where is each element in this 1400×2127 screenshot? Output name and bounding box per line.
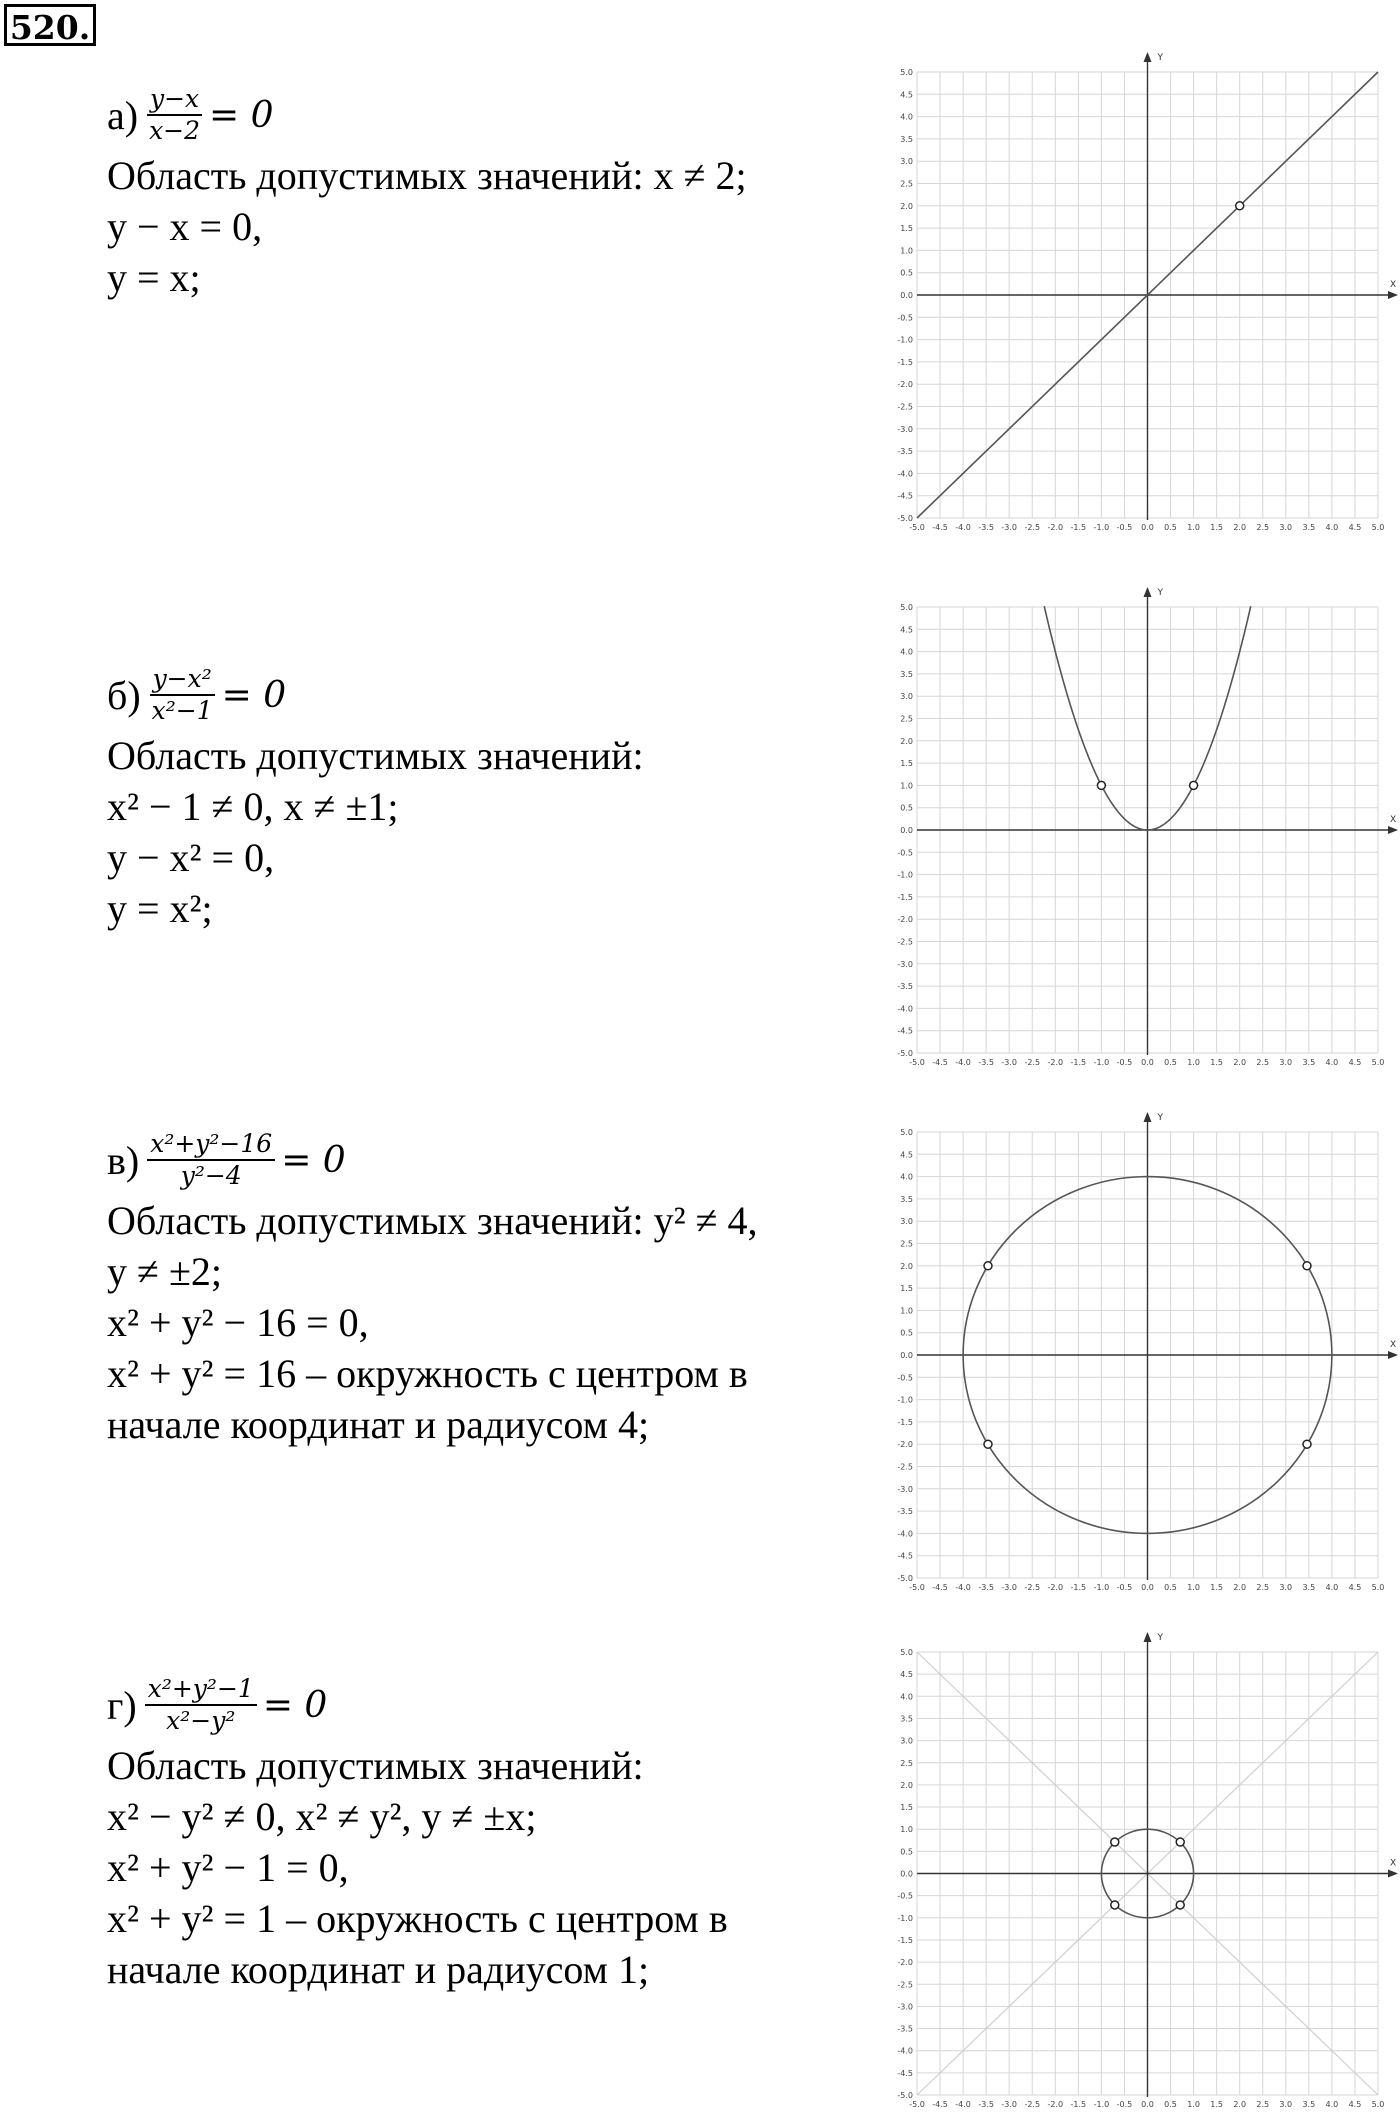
x-tick-label: 3.5 [1302, 1583, 1316, 1592]
equation-line [107, 660, 847, 730]
y-tick-label: 2.0 [900, 1261, 913, 1271]
solution-part-a [107, 80, 847, 303]
x-tick-label: 1.0 [1187, 2100, 1200, 2109]
y-tick-label: -1.5 [897, 1935, 913, 1945]
y-tick-label: -0.5 [897, 1891, 913, 1901]
y-tick-label: -4.0 [897, 1004, 913, 1014]
y-axis-label: Y [1157, 588, 1163, 598]
y-tick-label: -2.5 [897, 937, 913, 947]
solution-line: x² − 1 ≠ 0, x ≠ ±1; [107, 784, 399, 829]
x-tick-label: 4.5 [1348, 1583, 1362, 1592]
x-axis-arrow [1388, 826, 1398, 834]
y-tick-label: 2.5 [900, 1758, 913, 1768]
x-tick-label: -5.0 [909, 523, 925, 532]
y-tick-label: -2.5 [897, 402, 913, 412]
x-tick-label: -3.5 [978, 2100, 994, 2109]
y-tick-label: 2.5 [900, 714, 913, 724]
y-tick-label: 4.5 [900, 90, 913, 100]
y-tick-label: 1.0 [900, 1306, 913, 1316]
y-tick-label: -2.0 [897, 380, 913, 390]
y-tick-label: -3.0 [897, 2002, 913, 2012]
equation-rhs: = 0 [221, 674, 287, 716]
y-tick-label: -4.0 [897, 2046, 913, 2056]
solution-line: x² + y² = 16 – окружность с центром в [107, 1351, 748, 1396]
excluded-point [1190, 781, 1198, 789]
x-tick-label: 3.0 [1279, 1583, 1293, 1592]
y-axis-label: Y [1157, 1633, 1163, 1643]
x-tick-label: 4.5 [1348, 1058, 1362, 1067]
fraction-denominator: x²−1 [151, 696, 213, 725]
y-axis-label: Y [1157, 53, 1163, 63]
x-tick-label: 2.5 [1256, 1583, 1270, 1592]
y-tick-label: 5.0 [900, 1128, 913, 1137]
x-tick-label: -0.5 [1116, 1583, 1133, 1592]
y-tick-label: -4.5 [897, 1551, 913, 1561]
excluded-point [984, 1262, 992, 1270]
solution-line: y ≠ ±2; [107, 1249, 223, 1294]
y-tick-label: 5.0 [900, 68, 913, 77]
y-tick-label: 0.5 [900, 1328, 913, 1338]
part-label: в) [107, 1137, 140, 1183]
y-tick-label: 3.0 [900, 1217, 913, 1227]
y-tick-label: -3.0 [897, 959, 913, 969]
x-tick-label: 1.5 [1210, 1583, 1224, 1592]
solution-line: y = x²; [107, 886, 213, 931]
graph-a [870, 50, 1400, 550]
y-axis-arrow [1144, 1112, 1152, 1122]
x-tick-label: -4.0 [955, 1058, 971, 1067]
fraction-numerator: y−x [147, 84, 202, 116]
y-axis-arrow [1144, 1632, 1152, 1642]
y-tick-label: 4.5 [900, 1670, 913, 1680]
y-tick-label: -3.5 [897, 2024, 913, 2034]
x-tick-label: -2.5 [1024, 523, 1041, 532]
y-tick-label: -0.5 [897, 1373, 913, 1383]
x-tick-label: 3.0 [1279, 523, 1293, 532]
y-tick-label: -1.5 [897, 892, 913, 902]
equation-rhs: = 0 [209, 94, 274, 136]
y-tick-label: 3.0 [900, 692, 913, 702]
y-tick-label: 4.0 [900, 1692, 913, 1702]
y-tick-label: 0.0 [900, 826, 913, 835]
y-tick-label: 1.0 [900, 781, 913, 791]
excluded-point [1097, 781, 1105, 789]
x-axis-arrow [1388, 291, 1398, 299]
equation-line [107, 1670, 847, 1740]
x-tick-label: -1.0 [1093, 1583, 1110, 1592]
y-tick-label: -0.5 [897, 848, 913, 858]
x-tick-label: -2.0 [1047, 1058, 1064, 1067]
x-tick-label: -2.5 [1024, 1058, 1041, 1067]
y-tick-label: 4.0 [900, 112, 913, 122]
solution-line: начале координат и радиусом 1; [107, 1947, 650, 1992]
y-tick-label: -1.0 [897, 1395, 913, 1405]
y-tick-label: -3.5 [897, 982, 913, 992]
y-tick-label: 1.5 [900, 759, 913, 769]
equation-line [107, 80, 847, 150]
y-axis-label: Y [1157, 1113, 1163, 1123]
x-tick-label: 3.5 [1302, 523, 1316, 532]
y-tick-label: 4.0 [900, 647, 913, 657]
solution-part-d [107, 1670, 847, 1995]
solution-part-c [107, 1125, 847, 1450]
x-tick-label: -1.0 [1093, 2100, 1110, 2109]
y-tick-label: -3.0 [897, 1484, 913, 1494]
x-tick-label: 4.5 [1348, 523, 1362, 532]
x-tick-label: 3.5 [1302, 1058, 1316, 1067]
y-tick-label: 4.0 [900, 1172, 913, 1182]
x-tick-label: 4.0 [1325, 1058, 1339, 1067]
x-tick-label: -4.5 [932, 523, 948, 532]
y-axis-arrow [1144, 587, 1152, 597]
y-tick-label: 0.5 [900, 268, 913, 278]
fraction-numerator: x²+y²−16 [147, 1129, 275, 1161]
y-tick-label: 2.5 [900, 1239, 913, 1249]
x-tick-label: -5.0 [909, 2100, 925, 2109]
x-tick-label: 1.0 [1187, 1058, 1200, 1067]
y-tick-label: -2.5 [897, 1980, 913, 1990]
x-tick-label: 0.5 [1164, 523, 1177, 532]
x-tick-label: 0.0 [1141, 1058, 1154, 1067]
x-tick-label: -3.5 [978, 1058, 994, 1067]
x-tick-label: 2.0 [1233, 2100, 1247, 2109]
y-tick-label: -4.5 [897, 2068, 913, 2078]
excluded-point [1303, 1440, 1311, 1448]
y-tick-label: 1.5 [900, 224, 913, 234]
y-tick-label: -5.0 [897, 1574, 913, 1583]
solution-line: Область допустимых значений: [107, 1743, 644, 1788]
x-tick-label: -2.0 [1047, 2100, 1064, 2109]
y-tick-label: 3.0 [900, 157, 913, 167]
x-tick-label: -4.5 [932, 1058, 948, 1067]
x-tick-label: 5.0 [1371, 2100, 1385, 2109]
x-tick-label: -4.0 [955, 1583, 971, 1592]
equation-rhs: = 0 [262, 1684, 328, 1726]
excluded-point [984, 1440, 992, 1448]
solution-line: y − x² = 0, [107, 835, 275, 880]
fraction [146, 84, 203, 146]
x-tick-label: -1.0 [1093, 523, 1110, 532]
solution-line: y = x; [107, 255, 201, 300]
y-tick-label: 2.5 [900, 179, 913, 189]
x-tick-label: 1.5 [1210, 523, 1224, 532]
x-tick-label: -4.5 [932, 1583, 948, 1592]
x-tick-label: 2.0 [1233, 523, 1247, 532]
y-tick-label: -4.0 [897, 469, 913, 479]
fraction-denominator: x²−y² [166, 1706, 236, 1735]
y-tick-label: 4.5 [900, 1150, 913, 1160]
x-tick-label: 0.0 [1141, 1583, 1154, 1592]
x-tick-label: 1.0 [1187, 523, 1200, 532]
x-tick-label: -3.0 [1001, 2100, 1018, 2109]
solution-line: Область допустимых значений: y² ≠ 4, [107, 1198, 758, 1243]
x-tick-label: 0.5 [1164, 1058, 1177, 1067]
solution-line: начале координат и радиусом 4; [107, 1402, 650, 1447]
x-tick-label: 2.5 [1256, 2100, 1270, 2109]
equation-line [107, 1125, 847, 1195]
solution-line: x² + y² − 16 = 0, [107, 1300, 369, 1345]
x-tick-label: 5.0 [1371, 523, 1385, 532]
y-tick-label: -3.5 [897, 1507, 913, 1517]
x-tick-label: 1.5 [1210, 1058, 1224, 1067]
y-tick-label: 0.0 [900, 1869, 913, 1879]
x-tick-label: -1.5 [1070, 1058, 1087, 1067]
part-label: а) [107, 92, 139, 138]
part-label: г) [107, 1682, 137, 1728]
x-tick-label: 0.0 [1141, 2100, 1154, 2109]
graph-b [870, 585, 1400, 1085]
x-axis-arrow [1388, 1870, 1398, 1878]
x-tick-label: 0.5 [1164, 2100, 1177, 2109]
x-tick-label: -4.0 [955, 523, 971, 532]
y-tick-label: 0.5 [900, 803, 913, 813]
excluded-point [1111, 1838, 1119, 1846]
x-tick-label: 0.0 [1141, 523, 1154, 532]
excluded-point [1236, 202, 1244, 210]
y-tick-label: 5.0 [900, 1648, 913, 1657]
x-tick-label: -0.5 [1116, 2100, 1133, 2109]
y-tick-label: 1.0 [900, 1825, 913, 1835]
y-tick-label: -1.5 [897, 1417, 913, 1427]
part-label: б) [107, 672, 141, 718]
y-tick-label: -5.0 [897, 2091, 913, 2100]
x-tick-label: -3.0 [1001, 1583, 1018, 1592]
solution-part-b [107, 660, 847, 934]
y-tick-label: 1.5 [900, 1803, 913, 1813]
x-axis-label: X [1390, 1858, 1397, 1869]
solution-line: y − x = 0, [107, 204, 263, 249]
y-tick-label: -4.5 [897, 491, 913, 501]
x-tick-label: -3.5 [978, 523, 994, 532]
x-tick-label: 1.5 [1210, 2100, 1224, 2109]
fraction [145, 1674, 257, 1736]
x-tick-label: -1.5 [1070, 1583, 1087, 1592]
y-tick-label: 3.5 [900, 669, 913, 679]
graph-c [870, 1110, 1400, 1610]
x-tick-label: -3.5 [978, 1583, 994, 1592]
excluded-point [1176, 1901, 1184, 1909]
x-tick-label: -3.0 [1001, 1058, 1018, 1067]
y-tick-label: -4.5 [897, 1026, 913, 1036]
x-tick-label: 4.0 [1325, 523, 1339, 532]
x-tick-label: -5.0 [909, 1058, 925, 1067]
x-tick-label: -1.5 [1070, 523, 1087, 532]
x-tick-label: -2.5 [1024, 2100, 1041, 2109]
x-tick-label: 2.0 [1233, 1058, 1247, 1067]
excluded-point [1176, 1838, 1184, 1846]
excluded-point [1303, 1262, 1311, 1270]
y-tick-label: -5.0 [897, 514, 913, 523]
x-axis-label: X [1390, 815, 1397, 825]
x-axis-label: X [1390, 280, 1397, 290]
x-tick-label: 4.0 [1325, 1583, 1339, 1592]
x-tick-label: 4.0 [1325, 2100, 1339, 2109]
y-tick-label: -5.0 [897, 1049, 913, 1058]
x-tick-label: 3.5 [1302, 2100, 1316, 2109]
solution-line: x² + y² = 1 – окружность с центром в [107, 1896, 728, 1941]
y-tick-label: 2.0 [900, 736, 913, 746]
y-tick-label: 3.5 [900, 1194, 913, 1204]
y-tick-label: -2.0 [897, 1440, 913, 1450]
fraction-numerator: y−x² [150, 664, 215, 696]
x-tick-label: -2.0 [1047, 1583, 1064, 1592]
x-tick-label: -1.5 [1070, 2100, 1087, 2109]
y-tick-label: 3.5 [900, 1714, 913, 1724]
y-axis-arrow [1144, 52, 1152, 62]
x-axis-label: X [1390, 1340, 1397, 1350]
y-tick-label: -1.5 [897, 357, 913, 367]
x-tick-label: 0.5 [1164, 1583, 1177, 1592]
x-tick-label: -0.5 [1116, 523, 1133, 532]
y-tick-label: -3.5 [897, 447, 913, 457]
excluded-point [1111, 1901, 1119, 1909]
y-tick-label: 4.5 [900, 625, 913, 635]
graph-d [870, 1630, 1400, 2127]
x-tick-label: 2.5 [1256, 523, 1270, 532]
x-tick-label: -4.0 [955, 2100, 971, 2109]
fraction-denominator: x−2 [149, 116, 201, 145]
y-tick-label: 0.0 [900, 1351, 913, 1360]
y-tick-label: 3.5 [900, 134, 913, 144]
y-tick-label: -2.0 [897, 1958, 913, 1968]
fraction-denominator: y²−4 [180, 1161, 242, 1190]
y-tick-label: -1.0 [897, 1913, 913, 1923]
equation-rhs: = 0 [281, 1139, 346, 1181]
x-tick-label: -2.0 [1047, 523, 1064, 532]
x-tick-label: 3.0 [1279, 2100, 1293, 2109]
solution-line: x² − y² ≠ 0, x² ≠ y², y ≠ ±x; [107, 1794, 537, 1839]
y-tick-label: -1.0 [897, 335, 913, 345]
y-tick-label: -4.0 [897, 1529, 913, 1539]
x-tick-label: 2.5 [1256, 1058, 1270, 1067]
y-tick-label: -2.5 [897, 1462, 913, 1472]
solution-line: Область допустимых значений: x ≠ 2; [107, 153, 747, 198]
y-tick-label: -1.0 [897, 870, 913, 880]
y-tick-label: -3.0 [897, 424, 913, 434]
x-tick-label: -2.5 [1024, 1583, 1041, 1592]
fraction [147, 1129, 275, 1191]
y-tick-label: 5.0 [900, 603, 913, 612]
solution-line: x² + y² − 1 = 0, [107, 1845, 349, 1890]
x-tick-label: 5.0 [1371, 1058, 1385, 1067]
x-tick-label: 2.0 [1233, 1583, 1247, 1592]
y-tick-label: -0.5 [897, 313, 913, 323]
y-tick-label: 1.5 [900, 1284, 913, 1294]
y-tick-label: 2.0 [900, 201, 913, 211]
x-tick-label: -5.0 [909, 1583, 925, 1592]
x-tick-label: 5.0 [1371, 1583, 1385, 1592]
fraction-numerator: x²+y²−1 [145, 1674, 257, 1706]
x-tick-label: 1.0 [1187, 1583, 1200, 1592]
y-tick-label: -2.0 [897, 915, 913, 925]
y-tick-label: 0.5 [900, 1847, 913, 1857]
x-axis-arrow [1388, 1351, 1398, 1359]
solution-line: Область допустимых значений: [107, 733, 644, 778]
y-tick-label: 1.0 [900, 246, 913, 256]
problem-number: 520. [4, 4, 96, 46]
x-tick-label: -3.0 [1001, 523, 1018, 532]
y-tick-label: 0.0 [900, 291, 913, 300]
x-tick-label: -4.5 [932, 2100, 948, 2109]
fraction [149, 664, 216, 726]
x-tick-label: 3.0 [1279, 1058, 1293, 1067]
x-tick-label: -0.5 [1116, 1058, 1133, 1067]
y-tick-label: 2.0 [900, 1780, 913, 1790]
x-tick-label: -1.0 [1093, 1058, 1110, 1067]
y-tick-label: 3.0 [900, 1736, 913, 1746]
x-tick-label: 4.5 [1348, 2100, 1362, 2109]
